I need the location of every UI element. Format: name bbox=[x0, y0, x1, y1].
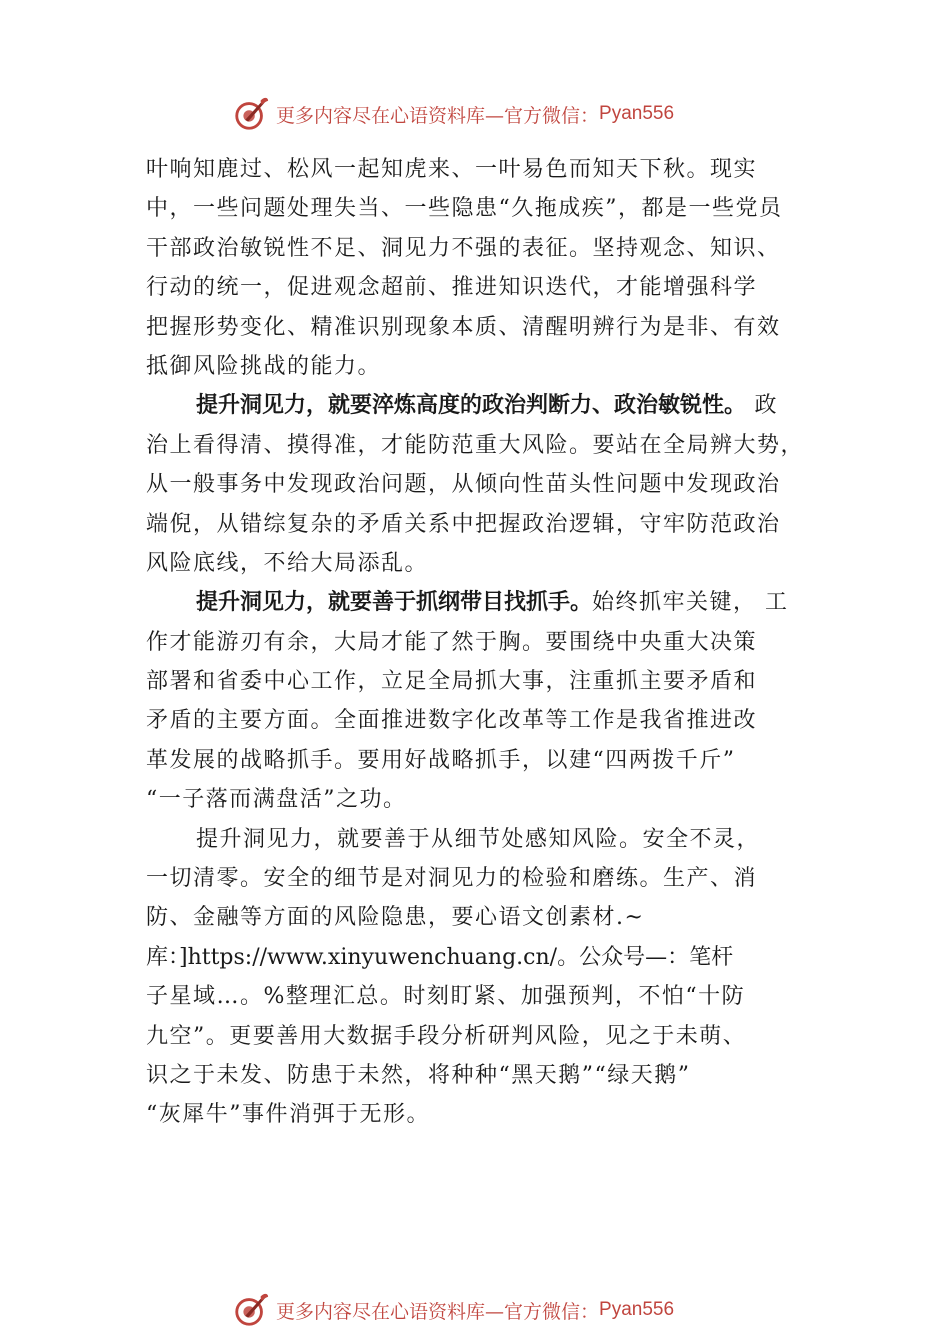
paragraph-first-line: 提升洞见力，就要善于从细节处感知风险。安全不灵， bbox=[196, 826, 761, 852]
text-line: 识之于未发、防患于未然，将种种“黑天鹅”“绿天鹅” bbox=[146, 1062, 691, 1088]
footer-banner-text: 更多内容尽在心语资料库—官方微信： bbox=[276, 1300, 600, 1323]
text-line: 风险底线，不给大局添乱。 bbox=[146, 550, 429, 576]
quill-logo-icon bbox=[232, 1291, 270, 1329]
header-banner bbox=[232, 94, 674, 134]
text-line: 行动的统一，促进观念超前、推进知识迭代，才能增强科学 bbox=[146, 275, 758, 301]
text-line: 防、金融等方面的风险隐患，要心语文创素材.~ bbox=[146, 905, 645, 931]
quill-logo-icon bbox=[232, 95, 270, 133]
text-line: 作才能游刃有余，大局才能了然于胸。要围绕中央重大决策 bbox=[146, 629, 758, 655]
text-line: “一子落而满盘活”之功。 bbox=[146, 787, 407, 813]
text-line: 中，一些问题处理失当、一些隐患“久拖成疾”，都是一些党员 bbox=[146, 196, 783, 222]
text-line: 子星域…。%整理汇总。时刻盯紧、加强预判，不怕“十防 bbox=[146, 984, 746, 1010]
paragraph-3 bbox=[146, 583, 826, 819]
paragraph-first-line bbox=[146, 583, 826, 622]
footer-banner-wechat-id: Pyan556 bbox=[599, 1299, 675, 1320]
text-line: “灰犀牛”事件消弭于无形。 bbox=[146, 1102, 430, 1128]
paragraph-1 bbox=[146, 150, 826, 386]
text-line: 一切清零。安全的细节是对洞见力的检验和磨练。生产、消 bbox=[146, 866, 758, 892]
text-line: 从一般事务中发现政治问题，从倾向性苗头性问题中发现政治 bbox=[146, 472, 781, 498]
paragraph-4 bbox=[146, 820, 826, 1135]
bold-heading-text: 提升洞见力，就要善于抓纲带目找抓手。 bbox=[196, 590, 593, 616]
text-line: 部署和省委中心工作，立足全局抓大事，注重抓主要矛盾和 bbox=[146, 669, 758, 695]
text-line: 干部政治敏锐性不足、洞见力不强的表征。坚持观念、知识、 bbox=[146, 235, 781, 261]
text-line: 治上看得清、摸得准，才能防范重大风险。要站在全局辨大势， bbox=[146, 432, 805, 458]
header-banner-text: 更多内容尽在心语资料库—官方微信： bbox=[276, 104, 600, 127]
text-line: 端倪，从错综复杂的矛盾关系中把握政治逻辑，守牢防范政治 bbox=[146, 511, 781, 537]
paragraph-first-line bbox=[146, 386, 826, 425]
text-span: 始终抓牢关键， 工 bbox=[592, 590, 789, 616]
bold-heading-text: 提升洞见力，就要淬炼高度的政治判断力、政治敏锐性。 bbox=[196, 393, 747, 419]
text-line: 矛盾的主要方面。全面推进数字化改革等工作是我省推进改 bbox=[146, 708, 758, 734]
header-banner-wechat-id: Pyan556 bbox=[599, 103, 675, 124]
text-line: 抵御风险挑战的能力。 bbox=[146, 353, 382, 379]
text-line-with-url: 库：]https://www.xinyuwenchuang.cn/。公众号—：笔杆 bbox=[146, 944, 734, 970]
text-line: 九空”。更要善用大数据手段分析研判风险，见之于未萌、 bbox=[146, 1023, 747, 1049]
text-span: 政 bbox=[746, 393, 779, 419]
document-body bbox=[146, 150, 826, 1135]
footer-banner bbox=[232, 1290, 674, 1330]
text-line: 叶响知鹿过、松风一起知虎来、一叶易色而知天下秋。现实 bbox=[146, 157, 758, 182]
text-line: 把握形势变化、精准识别现象本质、清醒明辨行为是非、有效 bbox=[146, 314, 781, 340]
text-line: 革发展的战略抓手。要用好战略抓手，以建“四两拨千斤” bbox=[146, 747, 736, 773]
paragraph-2 bbox=[146, 386, 826, 583]
